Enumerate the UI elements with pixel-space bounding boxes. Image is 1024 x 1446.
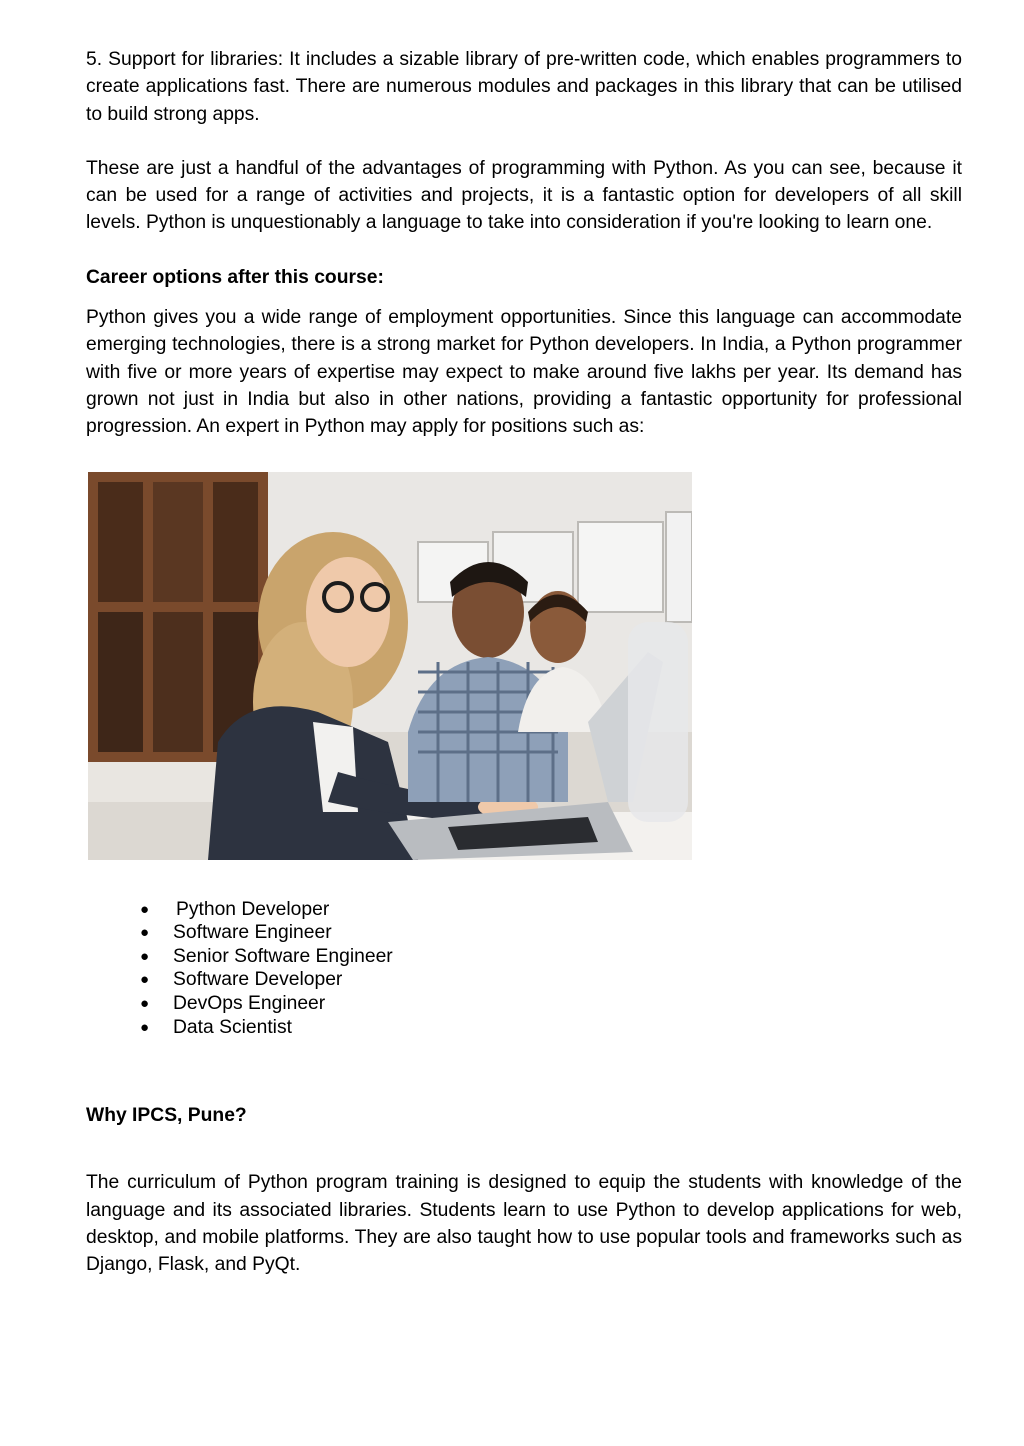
list-item-label: Software Developer bbox=[173, 969, 343, 991]
list-item-label: Senior Software Engineer bbox=[173, 945, 393, 967]
list-item-label: Python Developer bbox=[176, 898, 330, 920]
heading-why-ipcs: Why IPCS, Pune? bbox=[86, 1105, 247, 1127]
bullet-icon: ● bbox=[140, 994, 150, 1012]
bullet-icon: ● bbox=[140, 900, 150, 918]
document-page bbox=[86, 46, 962, 1279]
paragraph-library-support: 5. Support for libraries: It includes a sizable library of pre-written code, which enables programmers to create applications fast. There are numerous modules and packages in this library that can be utilised to build strong apps. bbox=[86, 49, 962, 125]
paragraph-career-options: Python gives you a wide range of employment opportunities. Since this language can accommodate emerging technologies, there is a strong market for Python developers. In India, a Python programmer with five or more years of expertise may expect to make around five lakhs per year. Its demand has grown not just in India but also in other nations, providing a fantastic opportunity for professional progression. An expert in Python may apply for positions such as: bbox=[86, 307, 962, 438]
list-item-label: Software Engineer bbox=[173, 922, 332, 944]
list-item-label: DevOps Engineer bbox=[173, 992, 326, 1014]
heading-career-options: Career options after this course: bbox=[86, 266, 384, 288]
bullet-icon: ● bbox=[140, 947, 150, 965]
office-team-laptop-photo bbox=[88, 472, 692, 860]
career-positions-list bbox=[86, 898, 962, 1040]
paragraph-curriculum: The curriculum of Python program training is designed to equip the students with knowledge of the language and its associated libraries. Students learn to use Python to develop applications for web, desktop, and mobile platforms. They are also taught how to use popular tools and frameworks such as Django, Flask, and PyQt. bbox=[86, 1172, 962, 1276]
list-item bbox=[140, 898, 962, 922]
bullet-icon: ● bbox=[140, 971, 150, 989]
paragraph-advantages: These are just a handful of the advantages of programming with Python. As you can see, because it can be used for a range of activities and projects, it is a fantastic option for developers of all skill levels. Python is unquestionably a language to take into consideration if you're looking to learn one. bbox=[86, 157, 962, 234]
list-item bbox=[140, 1016, 962, 1040]
list-item bbox=[140, 992, 962, 1016]
list-item bbox=[140, 921, 962, 945]
bullet-icon: ● bbox=[140, 1018, 150, 1036]
list-item bbox=[140, 968, 962, 992]
bullet-icon: ● bbox=[140, 924, 150, 942]
list-item bbox=[140, 945, 962, 969]
list-item-label: Data Scientist bbox=[173, 1016, 292, 1038]
